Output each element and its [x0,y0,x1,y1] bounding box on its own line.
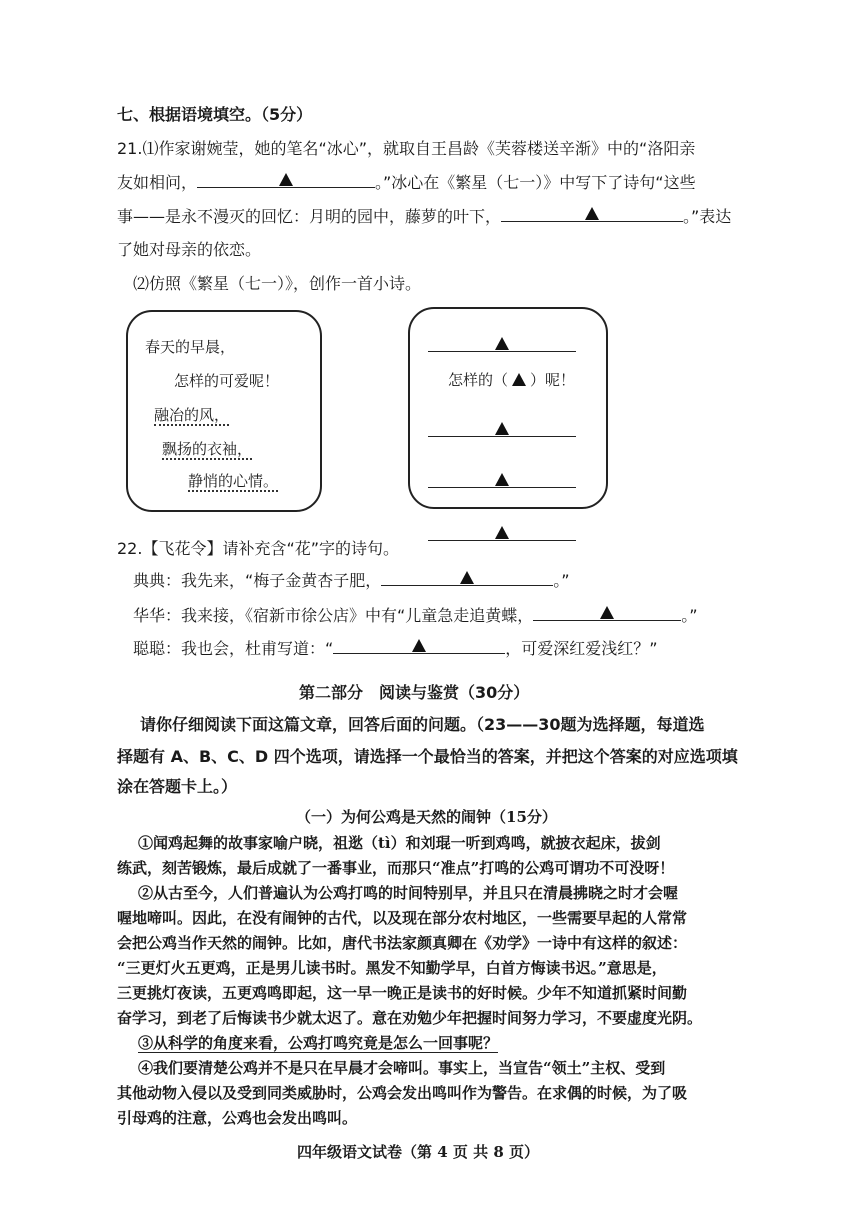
q22-line1-text-a: 典典：我先来，“梅子金黄杏子肥， [133,571,382,590]
dotted-word: 飘扬的衣袖， [162,440,253,458]
article-paragraph-line: 练武，刻苦锻炼，最后成就了一番事业，而那只“准点”打鸣的公鸡可谓功不可没呀！ [117,859,675,877]
article-paragraph-line: 三更挑灯夜读，五更鸡鸣即起，这一早一晚正是读书的好时候。少年不知道抓紧时间勤 [117,984,688,1002]
article-paragraph-line: “三更灯火五更鸡，正是男儿读书时。黑发不知勤学早，白首方悔读书迟。”意思是， [117,959,667,977]
q22-title: 22.【飞花令】请补充含“花”字的诗句。 [117,539,400,558]
article-paragraph-line: 引母鸡的注意，公鸡也会发出鸣叫。 [117,1109,358,1127]
part2-heading: 第二部分 阅读与鉴赏（30分） [299,683,530,702]
q21-line1: 21.⑴作家谢婉莹，她的笔名“冰心”，就取自王昌龄《芙蓉楼送辛渐》中的“洛阳亲 [117,139,696,158]
answer-blank[interactable] [333,639,505,654]
q21-line4: 了她对母亲的依恋。 [117,240,262,259]
triangle-icon [412,639,426,652]
q22-line1-text-b: 。” [553,571,570,590]
dotted-word: 静悄的心情。 [188,472,279,490]
triangle-icon [495,473,509,486]
triangle-icon[interactable] [512,373,526,386]
q22-line3-text-a: 聪聪：我也会，杜甫写道：“ [133,639,334,658]
article-paragraph-line: 奋学习，到老了后悔读书少就太迟了。意在劝勉少年把握时间努力学习，不要虚度光阴。 [117,1009,703,1027]
part2-intro-line3: 涂在答题卡上。） [117,777,238,796]
article-paragraph-line: ④我们要清楚公鸡并不是只在早晨才会啼叫。事实上，当宣告“领土”主权、受到 [138,1059,666,1077]
q21-line2-text-b: 。”冰心在《繁星（七一）》中写下了诗句“这些 [375,173,696,192]
answer-poem-box [408,307,608,509]
poem-line-text-b: ）呢！ [530,371,576,389]
q21-line2 [117,171,696,195]
answer-blank[interactable] [533,606,681,621]
part2-intro-line2: 择题有 A、B、C、D 四个选项，请选择一个最恰当的答案，并把这个答案的对应选项填 [117,747,738,766]
article-paragraph-line: 其他动物入侵以及受到同类威胁时，公鸡会发出鸣叫作为警告。在求偶的时候，为了吸 [117,1084,688,1102]
answer-blank[interactable] [501,207,683,222]
poem-line [188,470,278,491]
triangle-icon [460,571,474,584]
q21-sub2: ⑵仿照《繁星（七一）》，创作一首小诗。 [133,274,422,293]
answer-blank[interactable] [428,422,576,437]
article-paragraph-line: 会把公鸡当作天然的闹钟。比如，唐代书法家颜真卿在《劝学》一诗中有这样的叙述： [117,934,688,952]
article-paragraph-line: ②从古至今，人们普遍认为公鸡打鸣的时间特别早，并且只在清晨拂晓之时才会喔 [138,884,679,902]
poem-line [448,369,575,390]
article-paragraph-line: ①闻鸡起舞的故事家喻户晓，祖逖（tì）和刘琨一听到鸡鸣，就披衣起床，拔剑 [138,834,661,852]
section-heading: 七、根据语境填空。（5分） [117,105,313,124]
q22-line2-text-a: 华华：我来接，《宿新市徐公店》中有“儿童急走追黄蝶， [133,606,534,625]
poem-line [154,404,229,425]
article-title: （一）为何公鸡是天然的闹钟（15分） [296,808,557,826]
dotted-word: 融冶的风， [154,406,230,424]
q22-line2-text-b: 。” [681,606,698,625]
answer-blank[interactable] [428,526,576,541]
part2-intro-line1: 请你仔细阅读下面这篇文章，回答后面的问题。（23——30题为选择题，每道选 [140,715,705,734]
sample-poem-box [126,310,322,512]
answer-blank[interactable] [381,571,553,586]
triangle-icon [495,526,509,539]
triangle-icon [495,422,509,435]
answer-blank[interactable] [197,173,375,188]
q21-line2-text-a: 友如相问， [117,173,198,192]
q21-line3-text-a: 事——是永不漫灭的回忆：月明的园中，藤萝的叶下， [117,207,502,226]
q22-line2 [133,604,698,628]
article-paragraph-line: 喔地啼叫。因此，在没有闹钟的古代，以及现在部分农村地区，一些需要早起的人常常 [117,909,688,927]
poem-line [162,438,252,459]
poem-line-text-a: 怎样的（ [448,371,509,389]
triangle-icon [495,337,509,350]
triangle-icon [585,207,599,220]
q21-line3 [117,205,731,229]
triangle-icon [279,173,293,186]
q22-line3 [133,637,658,661]
poem-line: 春天的早晨， [145,338,236,356]
q22-line1 [133,569,570,593]
q22-line3-text-b: ，可爱深红爱浅红？” [505,639,658,658]
page-footer: 四年级语文试卷（第 4 页 共 8 页） [297,1143,539,1161]
triangle-icon [600,606,614,619]
answer-blank[interactable] [428,473,576,488]
article-paragraph-line [138,1031,498,1056]
underlined-sentence: ③从科学的角度来看，公鸡打鸣究竟是怎么一回事呢？ [138,1034,499,1052]
poem-line: 怎样的可爱呢！ [174,372,280,390]
q21-line3-text-b: 。”表达 [683,207,732,226]
answer-blank[interactable] [428,337,576,352]
